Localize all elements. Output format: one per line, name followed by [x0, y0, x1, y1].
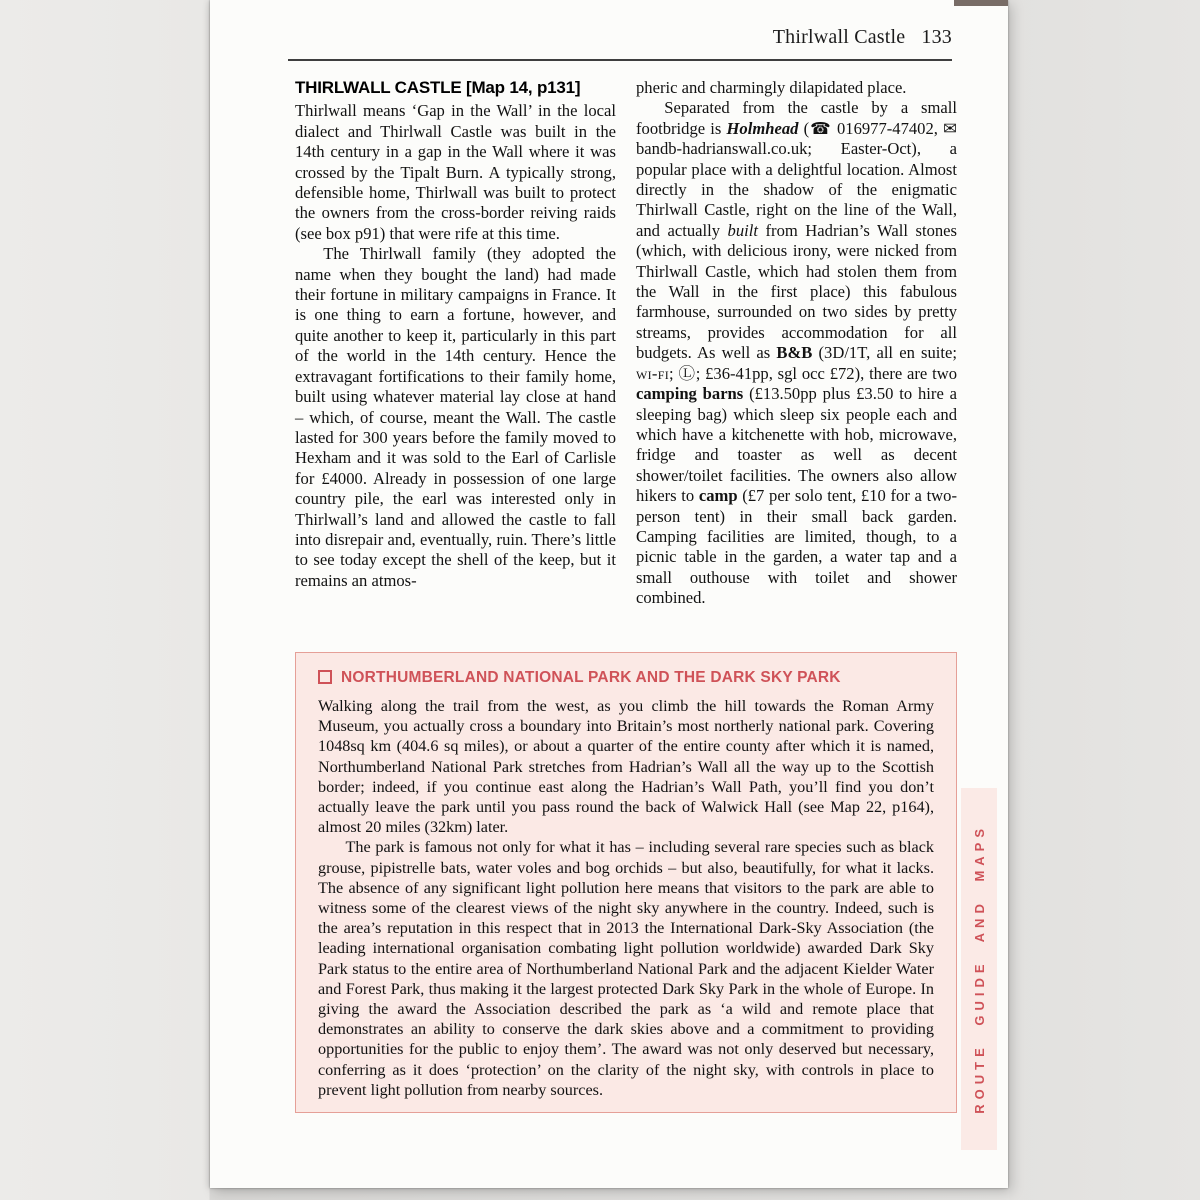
article-right-text: [636, 78, 957, 609]
info-box-title-text: NORTHUMBERLAND NATIONAL PARK AND THE DARK SKY PARK: [341, 669, 841, 686]
page-header-title: Thirlwall Castle: [772, 26, 906, 48]
page-number: 133: [921, 26, 952, 48]
text-run: Holmhead: [726, 118, 799, 138]
text-run: B&B: [776, 343, 813, 363]
text-run: The park is famous not only for what it has – including several rare species such as black grouse, pipistrelle bats, water voles and bog orchids – but also, beautifully, for what it lacks. The absence of any significant light pollution here means that visitors to the park are able to witness some of the clearest views of the night sky anywhere in the country. Indeed, such is the area’s reputation in this respect that in 2013 the International Dark-Sky Association (the leading international organisation combating light pollution worldwide) awarded Dark Sky Park status to the entire area of Northumberland National Park and the adjacent Kielder Water and Forest Park, thus making it the largest protected Dark Sky Park in the whole of Europe. In giving the award the Association described the park as ‘a wild and remote place that demonstrates an ability to conserve the dark skies above and a commitment to providing opportunities for the public to enjoy them’. The award was not only deserved but necessary, conferring as it does ‘protection’ on the clarity of the night sky, with controls in place to prevent light pollution from nearby sources.: [318, 838, 934, 1099]
info-box-title: [318, 669, 934, 687]
text-run: The Thirlwall family (they adopted the name when they bought the land) had made their fortune in military campaigns in France. It is one thing to earn a fortune, however, and quite another to keep it, particularly in this part of the world in the 14th century. Hence the extravagant fortifications to their family home, built using whatever material lay close at hand – which, of course, meant the Wall. The castle lasted for 300 years before the family moved to Hexham and it was sold to the Earl of Carlisle for £4000. Already in possession of one large country pile, the earl was interested only in Thirlwall’s land and allowed the castle to fall into disrepair and, eventually, ruin. There’s little to see today except the shell of the keep, but it remains an atmos-: [295, 244, 616, 590]
route-guide-tab: [961, 788, 997, 1150]
text-run: Walking along the trail from the west, as you climb the hill towards the Roman Army Museum, you actually cross a boundary into Britain’s most northerly national park. Covering 1048sq km (404.6 sq miles), or about a quarter of the entire county after which it is named, Northumberland National Park stretches from Hadrian’s Wall all the way up to the Scottish border; indeed, if you continue east along the Hadrian’s Wall Path, you’ll find you don’t actually leave the park until you pass round the back of Walwick Hall (see Map 22, p164), almost 20 miles (32km) later.: [318, 697, 934, 837]
text-run: (£7 per solo tent, £10 for a two-person tent) in their small back garden. Camping facilities are limited, though, to a picnic table in the garden, a water tap and a small outhouse with toilet and shower combined.: [636, 486, 957, 608]
header-rule: [288, 59, 952, 61]
paragraph: [318, 696, 934, 837]
text-run: Separated from the castle by a small footbridge is: [636, 98, 957, 138]
article-columns: [295, 78, 957, 609]
route-guide-tab-label: ROUTE GUIDE AND MAPS: [971, 824, 987, 1114]
text-run: Thirlwall means ‘Gap in the Wall’ in the local dialect and Thirlwall Castle was built in the 14th century in a gap in the Wall where it was crossed by the Tipalt Burn. A typically strong, defensible home, Thirlwall was built to protect the owners from the cross-border reiving raids (see box p91) that were rife at this time.: [295, 101, 616, 243]
text-run: camp: [698, 486, 738, 506]
page-header: [773, 26, 952, 49]
paragraph: [636, 98, 957, 608]
book-page: [210, 0, 1008, 1188]
info-box: [295, 652, 957, 1113]
open-square-icon: [318, 670, 332, 684]
info-box-body: [318, 696, 934, 1100]
article-column-right: [636, 78, 957, 609]
text-run: wi-fi: [636, 363, 670, 383]
text-run: ; Ⓛ; £36-41pp, sgl occ £72), there are two: [669, 363, 957, 383]
paragraph: [295, 101, 616, 244]
article-heading: THIRLWALL CASTLE [Map 14, p131]: [295, 78, 581, 97]
scan-artifact: [954, 0, 1008, 6]
paragraph: [636, 78, 957, 98]
text-run: (3D/1T, all en suite;: [812, 343, 957, 363]
paragraph: [318, 837, 934, 1100]
paragraph: [295, 244, 616, 591]
text-run: built: [727, 220, 758, 240]
article-column-left: [295, 78, 616, 609]
text-run: (☎ 016977-47402, ✉ bandb-hadrianswall.co.uk; Easter-Oct), a popular place with a delightful location. Almost directly in the shadow of the enigmatic Thirlwall Castle, right on the line of the Wall, and actually: [636, 118, 957, 240]
text-run: camping barns: [636, 384, 744, 404]
text-run: from Hadrian’s Wall stones (which, with delicious irony, were nicked from Thirlwall Castle, which had stolen them from the Wall in the first place) this fabulous farmhouse, surrounded on two sides by pretty streams, provides accommodation for all budgets. As well as: [636, 220, 957, 363]
text-run: (£13.50pp plus £3.50 to hire a sleeping bag) which sleep six people each and which have a kitchenette with hob, microwave, fridge and toaster as well as decent shower/toilet facilities. The owners also allow hikers to: [636, 384, 957, 506]
article-left-text: [295, 101, 616, 591]
text-run: pheric and charmingly dilapidated place.: [636, 78, 907, 97]
